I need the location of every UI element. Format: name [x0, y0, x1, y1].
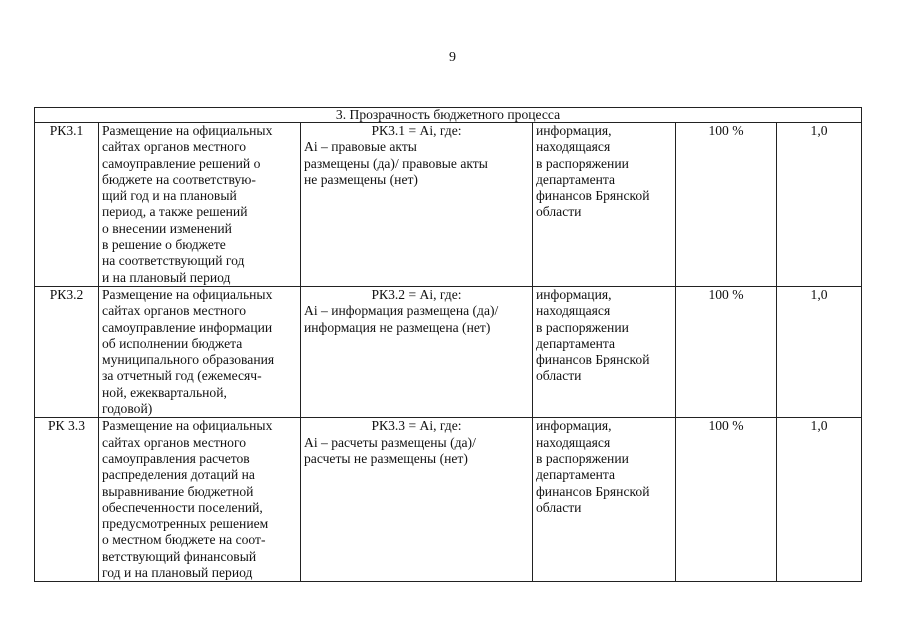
source-line: финансов Брянской — [536, 188, 650, 204]
source-line: финансов Брянской — [536, 352, 650, 368]
source-line: в распоряжении — [536, 319, 629, 335]
source-line: находящаяся — [536, 139, 611, 155]
indicator-formula — [301, 418, 533, 582]
description-line: о местном бюджете на соот- — [102, 532, 266, 548]
indicator-percent: 100 % — [676, 418, 777, 582]
indicator-description — [99, 418, 301, 582]
description-line: об исполнении бюджета — [102, 335, 243, 351]
formula-line: размещены (да)/ правовые акты — [304, 155, 488, 171]
table-row — [35, 286, 862, 417]
description-line: о внесении изменений — [102, 220, 232, 236]
description-line: выравнивание бюджетной — [102, 483, 254, 499]
table-body — [35, 123, 862, 582]
description-line: сайтах органов местного — [102, 139, 246, 155]
formula-line: расчеты не размещены (нет) — [304, 450, 468, 466]
indicator-table — [34, 107, 862, 582]
section-title: 3. Прозрачность бюджетного процесса — [35, 108, 862, 123]
source-line: области — [536, 204, 582, 220]
formula-head: РК3.2 = Ai, где: — [371, 286, 462, 302]
source-line: находящаяся — [536, 303, 611, 319]
formula-head: РК3.1 = Ai, где: — [371, 123, 462, 138]
formula-line: Ai – расчеты размещены (да)/ — [304, 434, 476, 450]
indicator-value: 1,0 — [777, 286, 862, 417]
indicator-source — [533, 418, 676, 582]
description-line: муниципального образования — [102, 352, 275, 368]
description-line: ветствующий финансовый — [102, 548, 257, 564]
indicator-description — [99, 286, 301, 417]
formula-line: Ai – информация размещена (да)/ — [304, 303, 499, 319]
source-line: информация, — [536, 286, 612, 302]
indicator-percent: 100 % — [676, 286, 777, 417]
description-line: год и на плановый период — [102, 565, 253, 581]
source-line: департамента — [536, 335, 616, 351]
indicator-formula — [301, 123, 533, 287]
source-line: информация, — [536, 123, 612, 138]
source-line: информация, — [536, 418, 612, 434]
indicator-code: РК3.2 — [35, 286, 99, 417]
indicator-source — [533, 123, 676, 287]
indicator-percent: 100 % — [676, 123, 777, 287]
formula-line: не размещены (нет) — [304, 171, 418, 187]
formula-head: РК3.3 = Ai, где: — [371, 418, 462, 434]
table-row — [35, 123, 862, 287]
description-line: самоуправления расчетов — [102, 450, 250, 466]
section-header-row — [35, 108, 862, 123]
description-line: распределения дотаций на — [102, 467, 255, 483]
description-line: на соответствующий год — [102, 253, 245, 269]
description-line: за отчетный год (ежемесяч- — [102, 368, 262, 384]
description-line: самоуправление решений о — [102, 155, 261, 171]
description-line: сайтах органов местного — [102, 434, 246, 450]
description-line: годовой) — [102, 401, 153, 417]
description-line: Размещение на официальных — [102, 418, 273, 434]
indicator-code: РК3.1 — [35, 123, 99, 287]
description-line: Размещение на официальных — [102, 123, 273, 138]
description-line: предусмотренных решением — [102, 516, 269, 532]
source-line: департамента — [536, 171, 616, 187]
source-line: находящаяся — [536, 434, 611, 450]
source-line: департамента — [536, 467, 616, 483]
source-line: области — [536, 368, 582, 384]
indicator-value: 1,0 — [777, 123, 862, 287]
description-line: бюджете на соответствую- — [102, 171, 256, 187]
description-line: период, а также решений — [102, 204, 248, 220]
indicator-formula — [301, 286, 533, 417]
indicator-description — [99, 123, 301, 287]
formula-line: Ai – правовые акты — [304, 139, 417, 155]
indicator-source — [533, 286, 676, 417]
source-line: финансов Брянской — [536, 483, 650, 499]
description-line: в решение о бюджете — [102, 237, 226, 253]
description-line: щий год и на плановый — [102, 188, 237, 204]
description-line: обеспеченности поселений, — [102, 499, 263, 515]
indicator-value: 1,0 — [777, 418, 862, 582]
description-line: ной, ежеквартальной, — [102, 384, 227, 400]
description-line: самоуправление информации — [102, 319, 273, 335]
source-line: области — [536, 499, 582, 515]
indicator-code: РК 3.3 — [35, 418, 99, 582]
page-number: 9 — [449, 50, 456, 65]
description-line: Размещение на официальных — [102, 286, 273, 302]
formula-line: информация не размещена (нет) — [304, 319, 491, 335]
table-row — [35, 418, 862, 582]
source-line: в распоряжении — [536, 155, 629, 171]
description-line: и на плановый период — [102, 269, 231, 285]
source-line: в распоряжении — [536, 450, 629, 466]
description-line: сайтах органов местного — [102, 303, 246, 319]
